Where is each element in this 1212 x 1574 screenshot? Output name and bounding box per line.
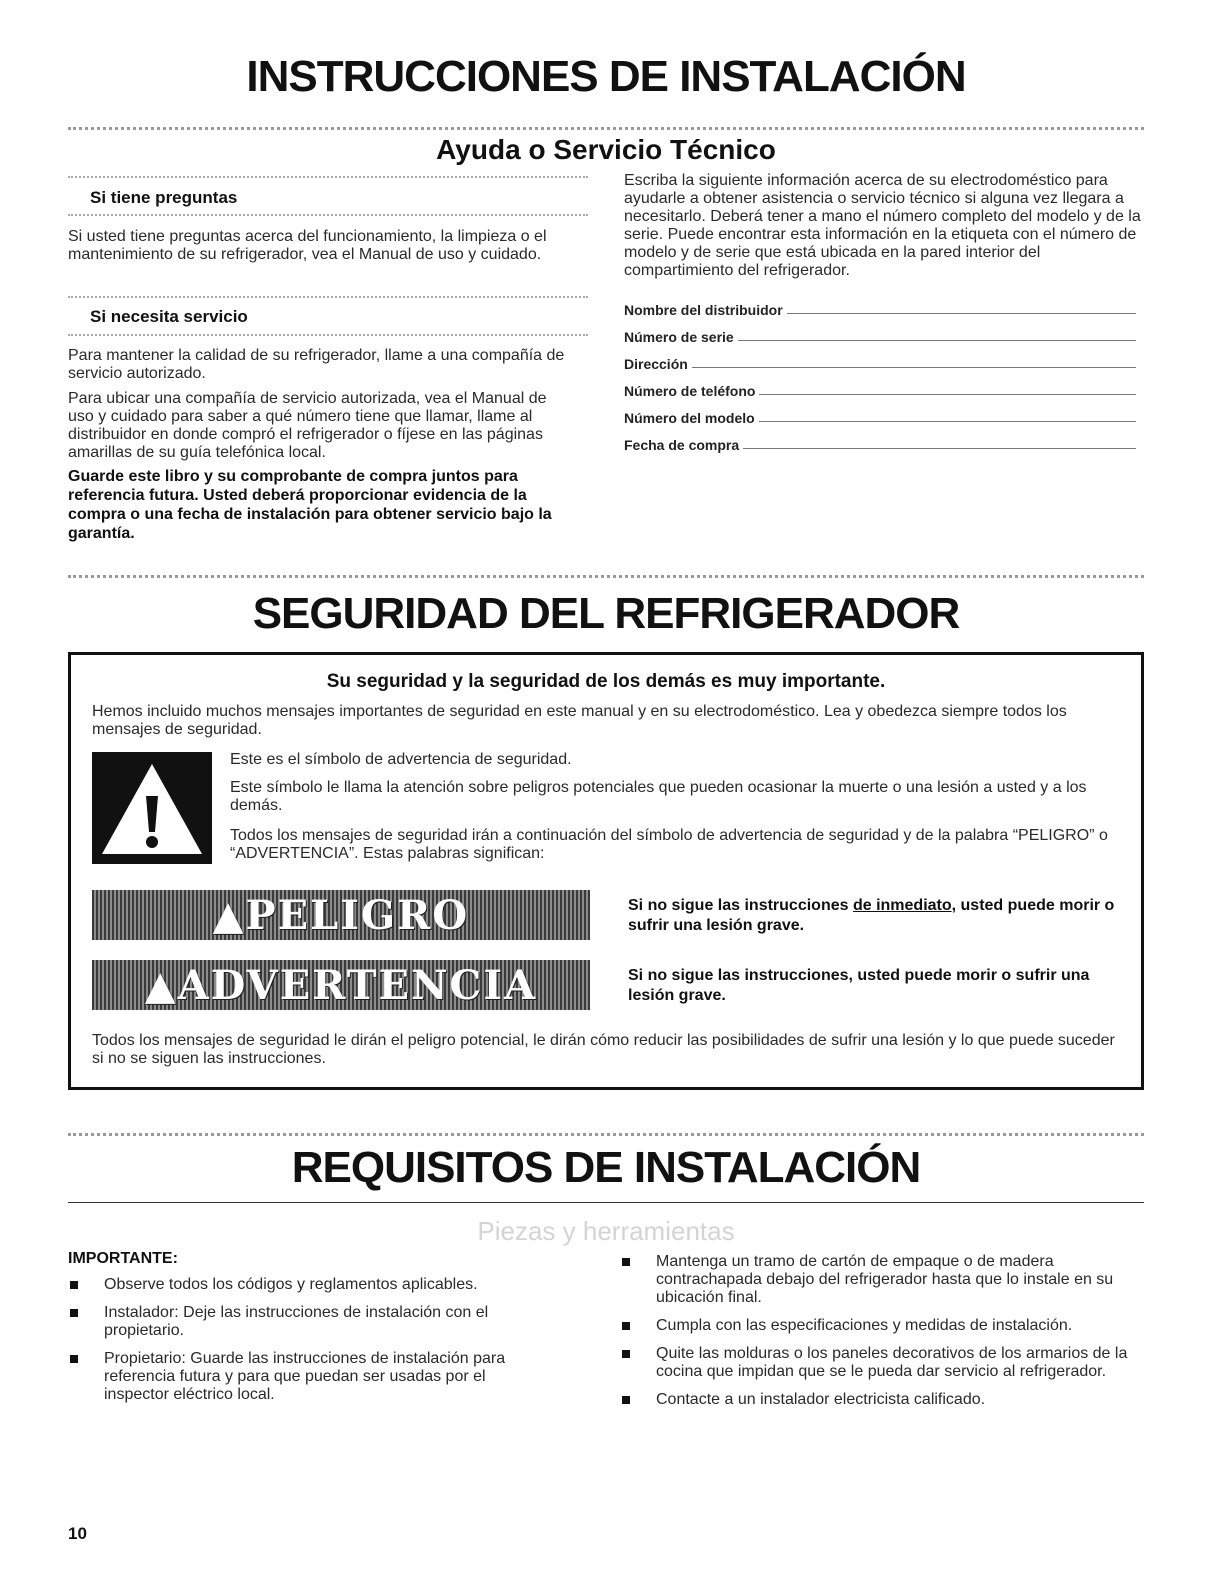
servicio-heading: Si necesita servicio (90, 307, 248, 326)
advertencia-text: Si no sigue las instrucciones, usted puede morir o sufrir una lesión grave. (628, 967, 1090, 1004)
list-item: Contacte a un instalador electricista calificado. (620, 1391, 1145, 1409)
symbol-line-1: Este es el símbolo de advertencia de seguridad. (230, 751, 572, 768)
requirements-list-right (620, 1253, 1145, 1419)
divider (68, 334, 588, 336)
advertencia-banner (92, 960, 590, 1010)
divider (68, 296, 588, 298)
list-item: Mantenga un tramo de cartón de empaque o de madera contrachapada debajo del refrigerador hasta que lo instale en su ubicación final. (620, 1253, 1145, 1307)
servicio-text-2: Para ubicar una compañía de servicio autorizada, vea el Manual de uso y cuidado para saber a qué número tiene que llamar, llame al distribuidor en donde compró el refrigerador o fíjese en las páginas amarillas de su guía telefónica local. (68, 390, 547, 461)
divider (68, 1202, 1144, 1203)
list-item: Quite las molduras o los paneles decorativos de los armarios de la cocina que impidan que se le pueda dar servicio al refrigerador. (620, 1345, 1145, 1381)
divider (68, 127, 1144, 130)
safety-closing: Todos los mensajes de seguridad le dirán el peligro potencial, le dirán cómo reducir las posibilidades de sufrir una lesión y lo que puede suceder si no se siguen las instrucciones. (92, 1032, 1115, 1067)
safety-title: SEGURIDAD DEL REFRIGERADOR (252, 589, 960, 638)
field-fecha: Fecha de compra (624, 433, 1136, 453)
divider (68, 575, 1144, 578)
field-distribuidor: Nombre del distribuidor (624, 298, 1136, 318)
divider (68, 176, 588, 178)
parts-tools-subtitle: Piezas y herramientas (477, 1216, 735, 1246)
requirements-title: REQUISITOS DE INSTALACIÓN (291, 1143, 921, 1192)
field-serie: Número de serie (624, 325, 1136, 345)
servicio-bold-note: Guarde este libro y su comprobante de compra juntos para referencia futura. Usted deberá proporcionar evidencia de la compra o una fecha de instalación para obtener servicio bajo la garantía. (68, 468, 552, 542)
list-item: Instalador: Deje las instrucciones de instalación con el propietario. (68, 1304, 548, 1340)
peligro-text: Si no sigue las instrucciones de inmediato, usted puede morir o sufrir una lesión grave. (628, 897, 1115, 934)
safety-heading: Su seguridad y la seguridad de los demás es muy importante. (326, 671, 886, 692)
warning-triangle-icon (92, 752, 212, 864)
advertencia-label: ▲ADVERTENCIA (144, 961, 538, 1009)
page-number: 10 (68, 1524, 87, 1543)
servicio-text-1: Para mantener la calidad de su refrigerador, llame a una compañía de servicio autorizado. (68, 347, 565, 382)
page-title: INSTRUCCIONES DE INSTALACIÓN (246, 52, 966, 101)
peligro-label: ▲PELIGRO (212, 891, 470, 939)
field-direccion: Dirección (624, 352, 1136, 372)
list-item: Propietario: Guarde las instrucciones de instalación para referencia futura y para que puedan ser usadas por el inspector eléctrico local. (68, 1350, 548, 1404)
info-text: Escriba la siguiente información acerca de su electrodoméstico para ayudarle a obtener asistencia o servicio técnico si alguna vez llegara a necesitarlo. Deberá tener a mano el número completo del modelo y de la serie. Puede encontrar esta información en la etiqueta con el número de modelo y de serie que está ubicada en la pared interior del compartimiento del refrigerador. (624, 172, 1141, 279)
divider (68, 214, 588, 216)
warning-triangle-svg (92, 752, 212, 864)
requirements-list-left (68, 1276, 548, 1414)
preguntas-text: Si usted tiene preguntas acerca del funcionamiento, la limpieza o el mantenimiento de su refrigerador, vea el Manual de uso y cuidado. (68, 228, 547, 263)
symbol-line-2: Este símbolo le llama la atención sobre peligros potenciales que pueden ocasionar la muerte o una lesión a usted y a los demás. (230, 779, 1087, 814)
section-subtitle: Ayuda o Servicio Técnico (436, 134, 776, 165)
divider (68, 1133, 1144, 1136)
peligro-banner (92, 890, 590, 940)
list-item: Observe todos los códigos y reglamentos aplicables. (68, 1276, 548, 1294)
safety-intro: Hemos incluido muchos mensajes importantes de seguridad en este manual y en su electrodoméstico. Lea y obedezca siempre todos los mensajes de seguridad. (92, 703, 1067, 738)
field-telefono: Número de teléfono (624, 379, 1136, 399)
importante-label: IMPORTANTE: (68, 1250, 178, 1267)
preguntas-heading: Si tiene preguntas (90, 188, 238, 207)
field-modelo: Número del modelo (624, 406, 1136, 426)
symbol-line-3: Todos los mensajes de seguridad irán a continuación del símbolo de advertencia de seguridad y de la palabra “PELIGRO” o “ADVERTENCIA”. Estas palabras significan: (230, 827, 1108, 862)
list-item: Cumpla con las especificaciones y medidas de instalación. (620, 1317, 1145, 1335)
info-fields (624, 298, 1136, 453)
